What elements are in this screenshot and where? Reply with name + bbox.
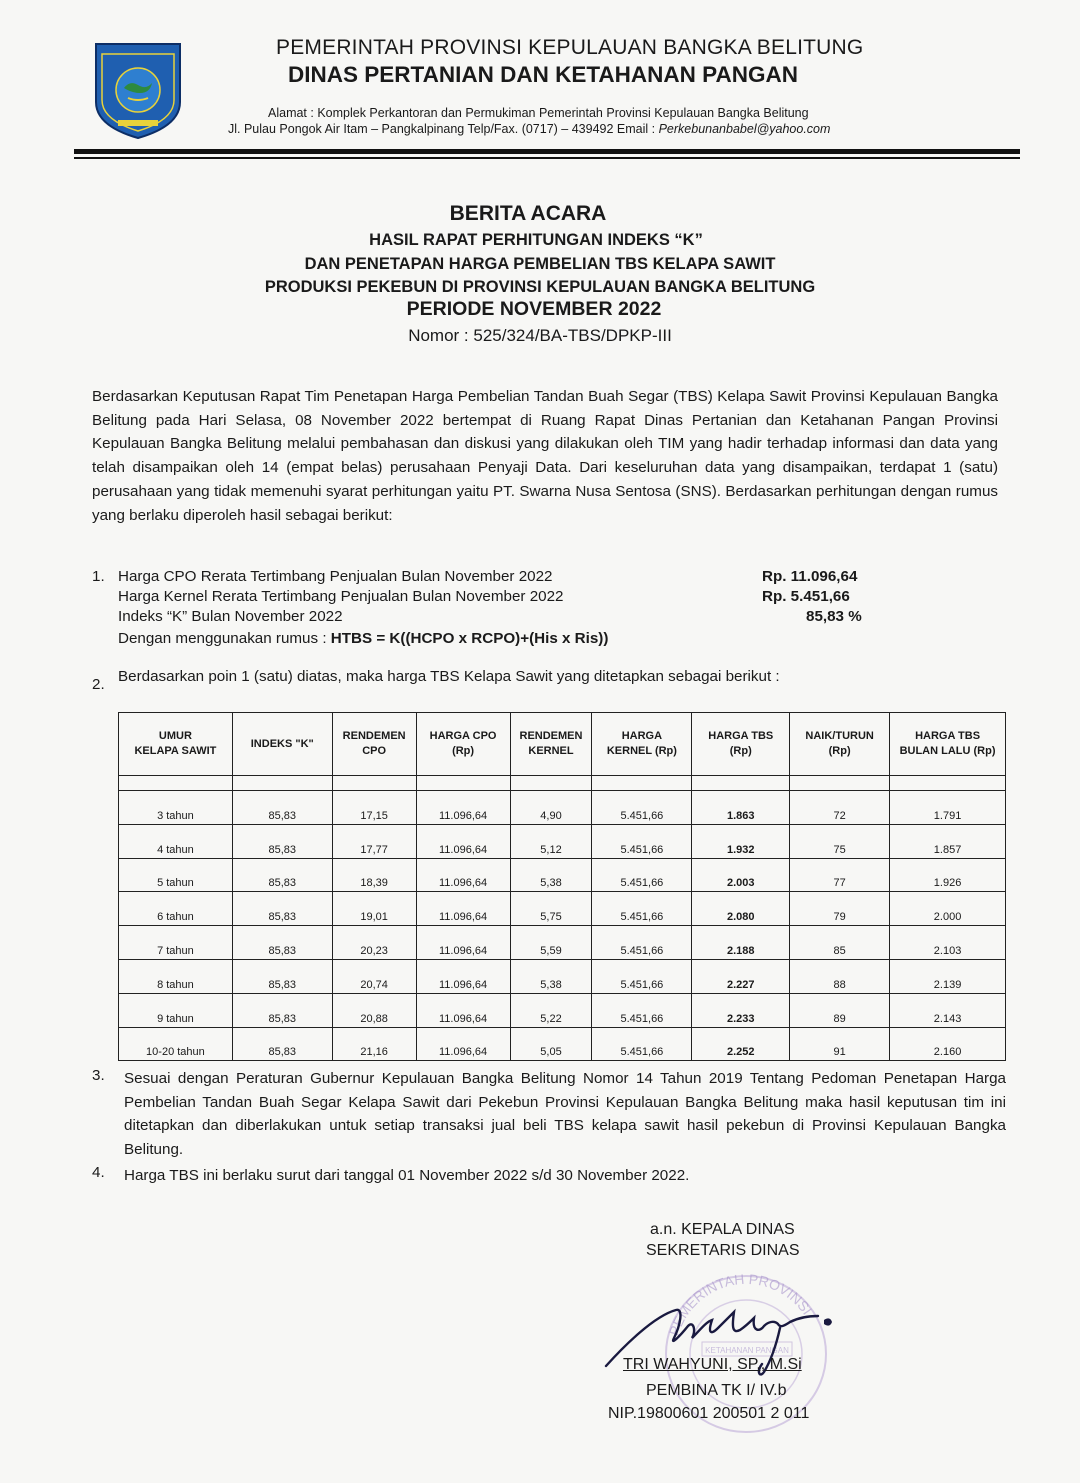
header-text: (Rp) [452,745,475,757]
table-cell: 85,83 [232,858,332,892]
item-2-number: 2. [92,676,105,693]
table-cell: 89 [790,993,890,1027]
table-cell: 9 tahun [119,993,233,1027]
email-link[interactable]: Perkebunanbabel@yahoo.com [658,122,831,136]
table-cell: 2.188 [692,926,790,960]
table-row [119,926,1006,960]
table-cell: 2.233 [692,993,790,1027]
spacer-cell [890,776,1006,791]
intro-paragraph: Berdasarkan Keputusan Rapat Tim Penetapan Harga Pembelian Tandan Buah Segar (TBS) Kelapa Sawit Provinsi Kepulauan Bangka Belitung pada Hari Selasa, 08 November 2022 bertempat di Ruang Rapat Dinas Pertanian dan Ketahanan Pangan Provinsi Kepulauan Bangka Belitung melalui pembahasan dan diskusi yang dilakukan oleh TIM yang hadir terhadap informasi dan data yang telah disampaikan oleh 14 (empat belas) perusahaan Penyaji Data. Dari keseluruhan data yang disampaikan, terdapat 1 (satu) perusahaan yang tidak memenuhi syarat perhitungan yaitu PT. Swarna Nusa Sentosa (SNS). Berdasarkan perhitungan dengan rumus yang berlaku diperoleh hasil sebagai berikut: [92,388,998,524]
table-cell: 5,12 [510,824,592,858]
province-emblem-icon [92,40,184,140]
k-index-label: Indeks “K” Bulan November 2022 [118,608,343,625]
address-line-2: Jl. Pulau Pongok Air Itam – Pangkalpinang Telp/Fax. (0717) – 439492 Email : [228,122,659,136]
table-cell: 11.096,64 [416,926,510,960]
table-cell: 79 [790,892,890,926]
formula: HTBS = K((HCPO x RCPO)+(His x Ris)) [330,630,609,647]
signatory-position: SEKRETARIS DINAS [646,1242,800,1259]
spacer-cell [119,776,233,791]
table-cell: 77 [790,858,890,892]
item-3-text: Sesuai dengan Peraturan Gubernur Kepulauan Bangka Belitung Nomor 14 Tahun 2019 Tentang Pedoman Penetapan Harga Pembelian Tandan Buah Segar Kelapa Sawit dari Pekebun Provinsi Kepulauan Bangka Belitung maka hasil keputusan tim ini ditetapkan dan diberlakukan untuk setiap transaksi jual beli TBS kelapa sawit hasil pekebun di Provinsi Kepulauan Bangka Belitung. [124,1070,1006,1159]
stamp-inner-text: KETAHANAN PANGAN [705,1346,789,1355]
table-cell: 11.096,64 [416,1027,510,1061]
k-index-value: 85,83 % [806,608,862,625]
item-1-number: 1. [92,568,105,585]
header-text: UMUR [158,730,192,742]
letterhead-address-1: Alamat : Komplek Perkantoran dan Permukiman Pemerintah Provinsi Kepulauan Bangka Belitung [268,106,809,120]
table-cell: 20,88 [332,993,416,1027]
doc-subtitle-3: PRODUKSI PEKEBUN DI PROVINSI KEPULAUAN BANGKA BELITUNG [264,278,816,296]
spacer-cell [232,776,332,791]
table-cell: 5.451,66 [592,791,692,825]
item-3-number: 3. [92,1067,105,1084]
on-behalf-label: a.n. KEPALA DINAS [650,1221,795,1238]
doc-subtitle-2: DAN PENETAPAN HARGA PEMBELIAN TBS KELAPA SAWIT [304,255,776,273]
header-text: HARGA CPO [429,730,497,742]
signatory-rank: PEMBINA TK I/ IV.b [646,1382,787,1399]
tbs-price-table [118,712,1006,1061]
table-cell: 6 tahun [119,892,233,926]
table-cell: 5,38 [510,959,592,993]
table-header-cell [890,713,1006,776]
letterhead-divider [74,149,1020,154]
table-row [119,1027,1006,1061]
doc-period: PERIODE NOVEMBER 2022 [406,298,662,320]
table-cell: 2.252 [692,1027,790,1061]
table-cell: 5.451,66 [592,892,692,926]
table-cell: 5.451,66 [592,993,692,1027]
table-cell: 11.096,64 [416,993,510,1027]
table-cell: 5.451,66 [592,926,692,960]
item-2-text: Berdasarkan poin 1 (satu) diatas, maka harga TBS Kelapa Sawit yang ditetapkan sebagai berikut : [118,668,780,685]
table-cell: 5,59 [510,926,592,960]
table-cell: 2.139 [890,959,1006,993]
table-cell: 2.000 [890,892,1006,926]
formula-line [118,630,608,647]
table-cell: 5,38 [510,858,592,892]
table-cell: 2.143 [890,993,1006,1027]
header-text: KERNEL (Rp) [606,745,677,757]
table-cell: 91 [790,1027,890,1061]
table-cell: 5,05 [510,1027,592,1061]
table-cell: 1.857 [890,824,1006,858]
handwritten-signature [584,1286,854,1396]
table-cell: 3 tahun [119,791,233,825]
table-cell: 21,16 [332,1027,416,1061]
table-cell: 2.080 [692,892,790,926]
table-cell: 85,83 [232,993,332,1027]
table-cell: 19,01 [332,892,416,926]
table-cell: 5.451,66 [592,858,692,892]
header-text: BULAN LALU (Rp) [899,745,996,757]
cpo-value: Rp. 11.096,64 [762,568,858,585]
table-cell: 5.451,66 [592,1027,692,1061]
header-text: RENDEMEN [519,730,583,742]
table-cell: 5.451,66 [592,959,692,993]
table-header-cell [119,713,233,776]
table-header-row [119,713,1006,776]
table-cell: 1.932 [692,824,790,858]
table-cell: 1.791 [890,791,1006,825]
table-cell: 85,83 [232,892,332,926]
table-header-cell [510,713,592,776]
table-header-cell [592,713,692,776]
table-cell: 2.227 [692,959,790,993]
table-spacer-row [119,776,1006,791]
letterhead-address-2 [228,122,830,136]
signatory-nip: NIP.19800601 200501 2 011 [608,1405,810,1422]
table-cell: 17,77 [332,824,416,858]
doc-subtitle-1: HASIL RAPAT PERHITUNGAN INDEKS “K” [369,231,703,249]
table-cell: 17,15 [332,791,416,825]
header-text: HARGA [621,730,663,742]
table-cell: 4,90 [510,791,592,825]
spacer-cell [592,776,692,791]
letterhead-dept: DINAS PERTANIAN DAN KETAHANAN PANGAN [288,62,798,87]
table-row [119,824,1006,858]
doc-number: Nomor : 525/324/BA-TBS/DPKP-III [408,326,672,345]
table-cell: 85,83 [232,1027,332,1061]
header-text: HARGA TBS [708,730,774,742]
table-cell: 72 [790,791,890,825]
table-cell: 1.926 [890,858,1006,892]
table-cell: 4 tahun [119,824,233,858]
spacer-cell [790,776,890,791]
stamp-text: PEMERINTAH PROVINSI [665,1270,816,1338]
spacer-cell [416,776,510,791]
table-header-cell [416,713,510,776]
cpo-label: Harga CPO Rerata Tertimbang Penjualan Bulan November 2022 [118,568,553,585]
table-header-cell [232,713,332,776]
table-header-cell [790,713,890,776]
table-cell: 85,83 [232,926,332,960]
table-cell: 5 tahun [119,858,233,892]
kernel-label: Harga Kernel Rerata Tertimbang Penjualan Bulan November 2022 [118,588,564,605]
table-cell: 7 tahun [119,926,233,960]
table-cell: 1.863 [692,791,790,825]
table-cell: 88 [790,959,890,993]
table-cell: 20,74 [332,959,416,993]
table-cell: 11.096,64 [416,959,510,993]
header-text: KERNEL [528,745,574,757]
signatory-name: TRI WAHYUNI, SP., M.Si [623,1356,802,1373]
header-text: CPO [362,745,387,757]
table-header-cell [332,713,416,776]
table-row [119,858,1006,892]
spacer-cell [510,776,592,791]
doc-title: BERITA ACARA [449,202,607,225]
header-text: RENDEMEN [342,730,406,742]
table-cell: 75 [790,824,890,858]
kernel-value: Rp. 5.451,66 [762,588,850,605]
table-row [119,959,1006,993]
table-cell: 11.096,64 [416,892,510,926]
item-4-text: Harga TBS ini berlaku surut dari tanggal 01 November 2022 s/d 30 November 2022. [124,1167,690,1184]
table-cell: 11.096,64 [416,858,510,892]
table-cell: 85,83 [232,824,332,858]
table-cell: 85,83 [232,959,332,993]
item-4-number: 4. [92,1164,105,1181]
table-cell: 20,23 [332,926,416,960]
letterhead-org: PEMERINTAH PROVINSI KEPULAUAN BANGKA BELITUNG [276,36,864,59]
table-row [119,892,1006,926]
formula-prefix: Dengan menggunakan rumus : [118,630,331,647]
table-cell: 85 [790,926,890,960]
table-cell: 5.451,66 [592,824,692,858]
table-cell: 11.096,64 [416,791,510,825]
header-text: HARGA TBS [915,730,981,742]
header-text: (Rp) [729,745,752,757]
table-cell: 5,75 [510,892,592,926]
table-cell: 11.096,64 [416,824,510,858]
table-cell: 2.003 [692,858,790,892]
header-text: NAIK/TURUN [805,730,874,742]
table-cell: 8 tahun [119,959,233,993]
spacer-cell [692,776,790,791]
table-row [119,993,1006,1027]
header-text: (Rp) [828,745,851,757]
header-text: INDEKS "K" [250,737,314,750]
table-header-cell [692,713,790,776]
table-cell: 18,39 [332,858,416,892]
table-cell: 2.103 [890,926,1006,960]
spacer-cell [332,776,416,791]
table-cell: 5,22 [510,993,592,1027]
table-cell: 85,83 [232,791,332,825]
table-row [119,791,1006,825]
table-cell: 2.160 [890,1027,1006,1061]
letterhead-divider-thin [74,157,1020,159]
header-text: KELAPA SAWIT [134,745,217,757]
table-cell: 10-20 tahun [119,1027,233,1061]
